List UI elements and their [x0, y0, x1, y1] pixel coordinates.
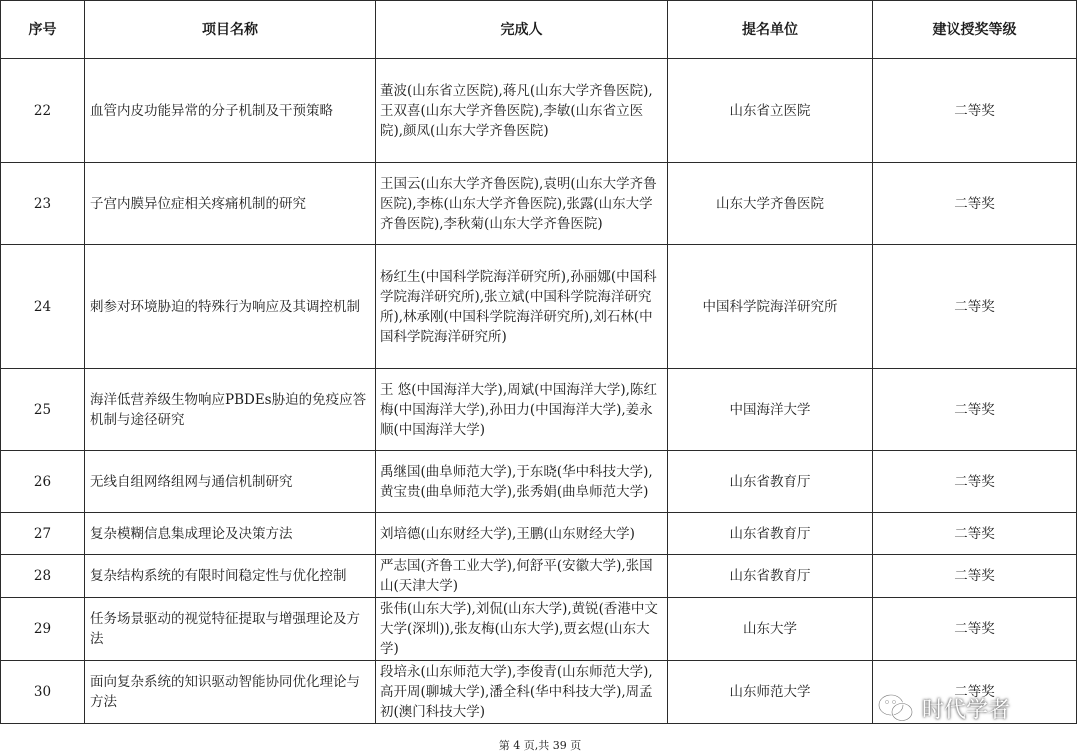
row-nominator: 山东大学: [668, 598, 873, 661]
header-level: 建议授奖等级: [873, 1, 1077, 59]
watermark: [876, 687, 1010, 729]
row-seq: 29: [1, 598, 85, 661]
table-row: [1, 369, 1077, 451]
table-row: [1, 245, 1077, 369]
row-nominator: 中国科学院海洋研究所: [668, 245, 873, 369]
row-seq: 26: [1, 451, 85, 513]
row-nominator: 山东省教育厅: [668, 513, 873, 555]
row-project: 海洋低营养级生物响应PBDEs胁迫的免疫应答机制与途径研究: [85, 369, 376, 451]
table-row: [1, 451, 1077, 513]
row-level: 二等奖: [873, 451, 1077, 513]
row-nominator: 山东省教育厅: [668, 451, 873, 513]
row-seq: 22: [1, 59, 85, 163]
wechat-icon: [876, 691, 916, 725]
row-project: 复杂模糊信息集成理论及决策方法: [85, 513, 376, 555]
row-project: 复杂结构系统的有限时间稳定性与优化控制: [85, 555, 376, 598]
page-footer: 第 4 页,共 39 页: [498, 739, 582, 752]
header-row: [1, 1, 1077, 59]
table-row: [1, 513, 1077, 555]
row-project: 刺参对环境胁迫的特殊行为响应及其调控机制: [85, 245, 376, 369]
row-completers: 董波(山东省立医院),蒋凡(山东大学齐鲁医院),王双喜(山东大学齐鲁医院),李敏(山东省立医院),颜凤(山东大学齐鲁医院): [376, 59, 668, 163]
header-seq: 序号: [1, 1, 85, 59]
watermark-text: 时代学者: [922, 697, 1011, 723]
row-completers: 禹继国(曲阜师范大学),于东晓(华中科技大学),黄宝贵(曲阜师范大学),张秀娟(曲阜师范大学): [376, 451, 668, 513]
row-level: 二等奖: [873, 661, 1077, 724]
table-row: [1, 163, 1077, 245]
row-level: 二等奖: [873, 598, 1077, 661]
row-seq: 30: [1, 661, 85, 724]
row-seq: 27: [1, 513, 85, 555]
row-project: 子宫内膜异位症相关疼痛机制的研究: [85, 163, 376, 245]
row-nominator: 中国海洋大学: [668, 369, 873, 451]
row-project: 血管内皮功能异常的分子机制及干预策略: [85, 59, 376, 163]
table-row: [1, 59, 1077, 163]
row-nominator: 山东大学齐鲁医院: [668, 163, 873, 245]
row-nominator: 山东师范大学: [668, 661, 873, 724]
row-nominator: 山东省教育厅: [668, 555, 873, 598]
row-completers: 张伟(山东大学),刘侃(山东大学),黄锐(香港中文大学(深圳)),张友梅(山东大学),贾玄煜(山东大学): [376, 598, 668, 661]
table-row: [1, 555, 1077, 598]
row-completers: 杨红生(中国科学院海洋研究所),孙丽娜(中国科学院海洋研究所),张立斌(中国科学院海洋研究所),林承刚(中国科学院海洋研究所),刘石林(中国科学院海洋研究所): [376, 245, 668, 369]
table-row: [1, 598, 1077, 661]
row-completers: 王 悠(中国海洋大学),周斌(中国海洋大学),陈红梅(中国海洋大学),孙田力(中国海洋大学),姜永顺(中国海洋大学): [376, 369, 668, 451]
row-project: 无线自组网络组网与通信机制研究: [85, 451, 376, 513]
row-nominator: 山东省立医院: [668, 59, 873, 163]
row-seq: 28: [1, 555, 85, 598]
header-completers: 完成人: [376, 1, 668, 59]
row-seq: 24: [1, 245, 85, 369]
row-level: 二等奖: [873, 369, 1077, 451]
row-seq: 25: [1, 369, 85, 451]
row-level: 二等奖: [873, 513, 1077, 555]
row-project: 面向复杂系统的知识驱动智能协同优化理论与方法: [85, 661, 376, 724]
header-nominator: 提名单位: [668, 1, 873, 59]
row-level: 二等奖: [873, 59, 1077, 163]
header-project: 项目名称: [85, 1, 376, 59]
row-project: 任务场景驱动的视觉特征提取与增强理论及方法: [85, 598, 376, 661]
row-completers: 刘培德(山东财经大学),王鹏(山东财经大学): [376, 513, 668, 555]
row-completers: 严志国(齐鲁工业大学),何舒平(安徽大学),张国山(天津大学): [376, 555, 668, 598]
row-level: 二等奖: [873, 245, 1077, 369]
row-level: 二等奖: [873, 163, 1077, 245]
row-level: 二等奖: [873, 555, 1077, 598]
row-completers: 段培永(山东师范大学),李俊青(山东师范大学),高开周(聊城大学),潘全科(华中科技大学),周孟初(澳门科技大学): [376, 661, 668, 724]
row-completers: 王国云(山东大学齐鲁医院),袁明(山东大学齐鲁医院),李栋(山东大学齐鲁医院),张露(山东大学齐鲁医院),李秋菊(山东大学齐鲁医院): [376, 163, 668, 245]
row-seq: 23: [1, 163, 85, 245]
